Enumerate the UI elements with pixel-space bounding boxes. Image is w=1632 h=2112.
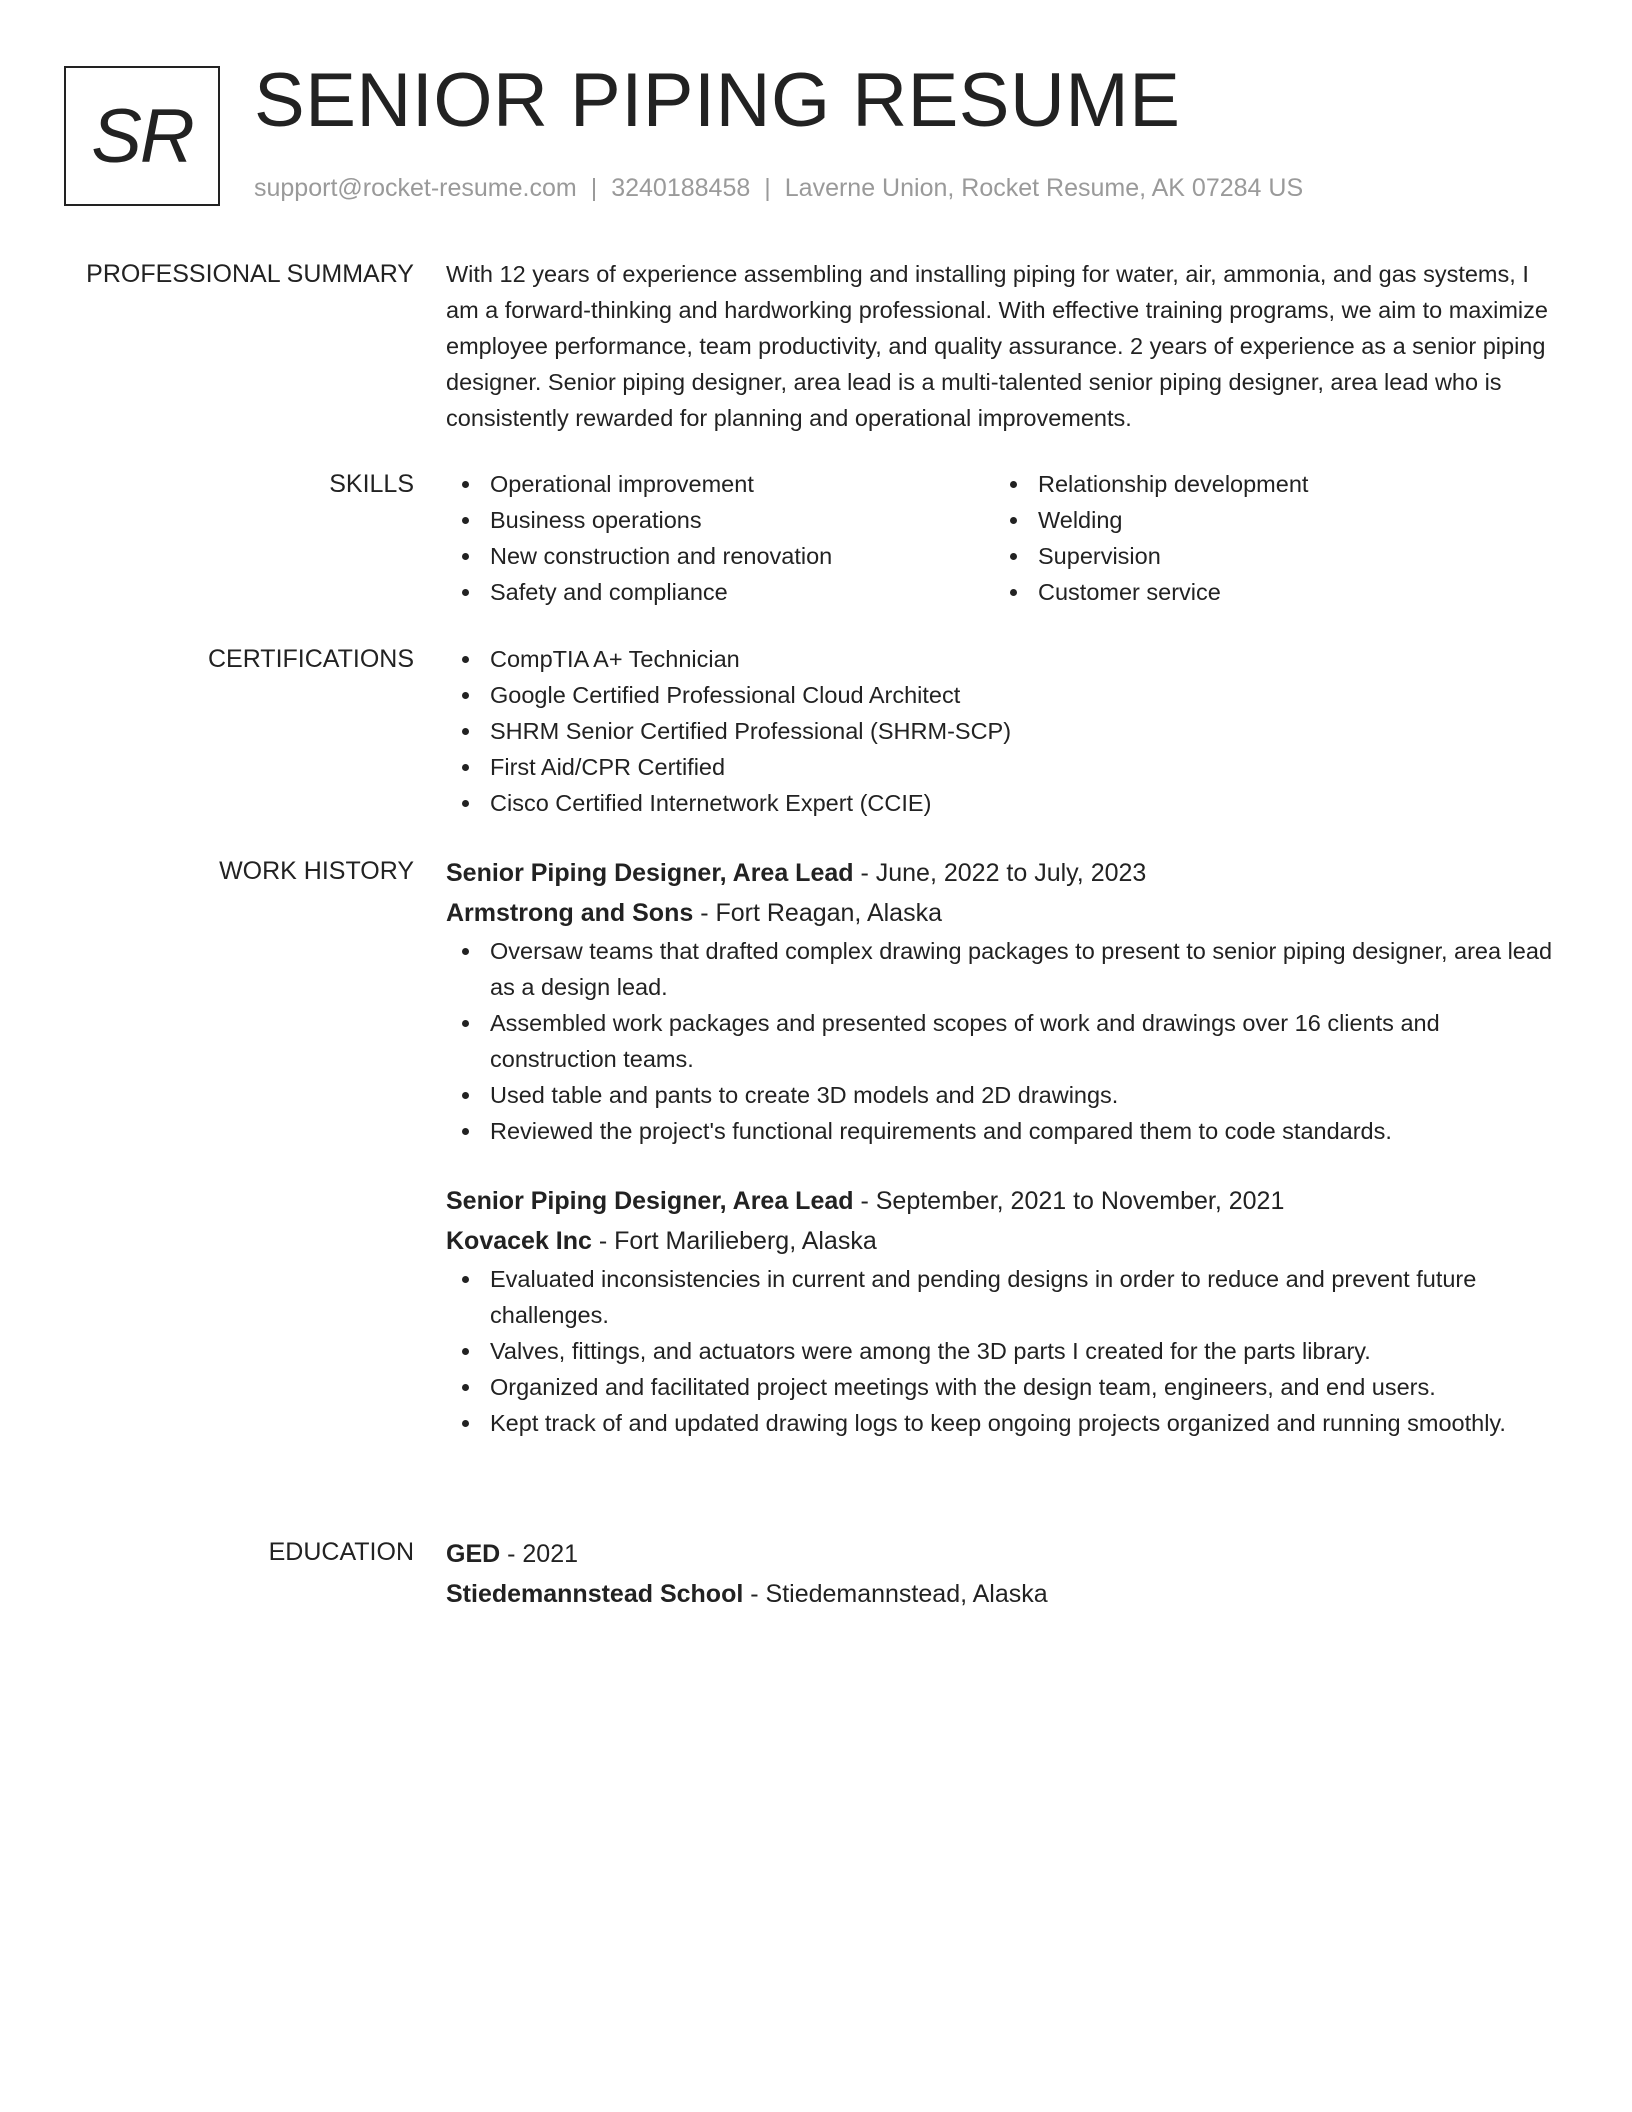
section-label: SKILLS	[329, 470, 414, 498]
resume-title: SENIOR PIPING RESUME	[254, 58, 1181, 143]
skill-item: Safety and compliance	[446, 574, 994, 610]
skills-list-right	[994, 466, 1542, 610]
contact-phone: 3240188458	[611, 174, 751, 202]
job-duty: Oversaw teams that drafted complex drawing packages to present to senior piping designer, area lead as a design lead.	[446, 933, 1562, 1005]
skill-item: Business operations	[446, 502, 994, 538]
job-title-line	[446, 853, 1562, 893]
skills-grid	[446, 466, 1562, 610]
skill-item: Supervision	[994, 538, 1542, 574]
job-duty: Used table and pants to create 3D models and 2D drawings.	[446, 1077, 1562, 1113]
job-duty: Assembled work packages and presented scopes of work and drawings over 16 clients and construction teams.	[446, 1005, 1562, 1077]
contact-separator: |	[590, 174, 598, 202]
job-dates: - June, 2022 to July, 2023	[853, 859, 1147, 887]
education-degree-line	[446, 1534, 1562, 1574]
job-company: Armstrong and Sons	[446, 899, 694, 927]
job-duty: Kept track of and updated drawing logs to keep ongoing projects organized and running smoothly.	[446, 1405, 1562, 1441]
education-year: - 2021	[500, 1540, 579, 1568]
certification-item: CompTIA A+ Technician	[446, 641, 1562, 677]
work-history-body	[446, 853, 1562, 1441]
skills-list-left	[446, 466, 994, 610]
skill-item: Relationship development	[994, 466, 1542, 502]
certifications-body	[446, 641, 1562, 821]
skill-item: New construction and renovation	[446, 538, 994, 574]
education-location: - Stiedemannstead, Alaska	[743, 1580, 1048, 1608]
job-title: Senior Piping Designer, Area Lead	[446, 1187, 854, 1215]
job-title: Senior Piping Designer, Area Lead	[446, 859, 854, 887]
job-entry	[446, 853, 1562, 1149]
skill-item: Operational improvement	[446, 466, 994, 502]
education-school-line	[446, 1574, 1562, 1614]
education-body	[446, 1534, 1562, 1614]
job-company-line	[446, 893, 1562, 933]
job-duty: Evaluated inconsistencies in current and pending designs in order to reduce and prevent future challenges.	[446, 1261, 1562, 1333]
skill-item: Customer service	[994, 574, 1542, 610]
skill-item: Welding	[994, 502, 1542, 538]
job-duty: Reviewed the project's functional requirements and compared them to code standards.	[446, 1113, 1562, 1149]
job-location: - Fort Reagan, Alaska	[693, 899, 942, 927]
job-entry	[446, 1181, 1562, 1441]
contact-line	[254, 174, 1303, 203]
job-duty: Organized and facilitated project meetings with the design team, engineers, and end users.	[446, 1369, 1562, 1405]
education-degree: GED	[446, 1540, 501, 1568]
job-company: Kovacek Inc	[446, 1227, 592, 1255]
contact-separator: |	[764, 174, 771, 202]
certifications-list	[446, 641, 1562, 821]
monogram-logo: SR	[64, 66, 220, 206]
job-title-line	[446, 1181, 1562, 1221]
section-label: WORK HISTORY	[219, 857, 414, 885]
job-duty: Valves, fittings, and actuators were among the 3D parts I created for the parts library.	[446, 1333, 1562, 1369]
contact-address: Laverne Union, Rocket Resume, AK 07284 US	[784, 174, 1304, 202]
contact-email: support@rocket-resume.com	[254, 174, 577, 202]
job-company-line	[446, 1221, 1562, 1261]
job-location: - Fort Marilieberg, Alaska	[591, 1227, 877, 1255]
section-label: PROFESSIONAL SUMMARY	[86, 260, 414, 288]
summary-text: With 12 years of experience assembling and installing piping for water, air, ammonia, and gas systems, I am a forward-thinking and hardworking professional. With effective training programs, we aim to maximize employee performance, team productivity, and quality assurance. 2 years of experience as a senior piping designer. Senior piping designer, area lead is a multi-talented senior piping designer, area lead who is consistently rewarded for planning and operational improvements.	[446, 261, 1548, 431]
certification-item: SHRM Senior Certified Professional (SHRM-SCP)	[446, 713, 1562, 749]
job-duties-list	[446, 1261, 1562, 1441]
section-label: EDUCATION	[268, 1538, 414, 1566]
summary-body	[446, 256, 1562, 436]
certification-item: Google Certified Professional Cloud Architect	[446, 677, 1562, 713]
job-dates: - September, 2021 to November, 2021	[853, 1187, 1285, 1215]
certification-item: Cisco Certified Internetwork Expert (CCIE)	[446, 785, 1562, 821]
section-label: CERTIFICATIONS	[207, 645, 414, 673]
education-school: Stiedemannstead School	[446, 1580, 744, 1608]
certification-item: First Aid/CPR Certified	[446, 749, 1562, 785]
job-duties-list	[446, 933, 1562, 1149]
